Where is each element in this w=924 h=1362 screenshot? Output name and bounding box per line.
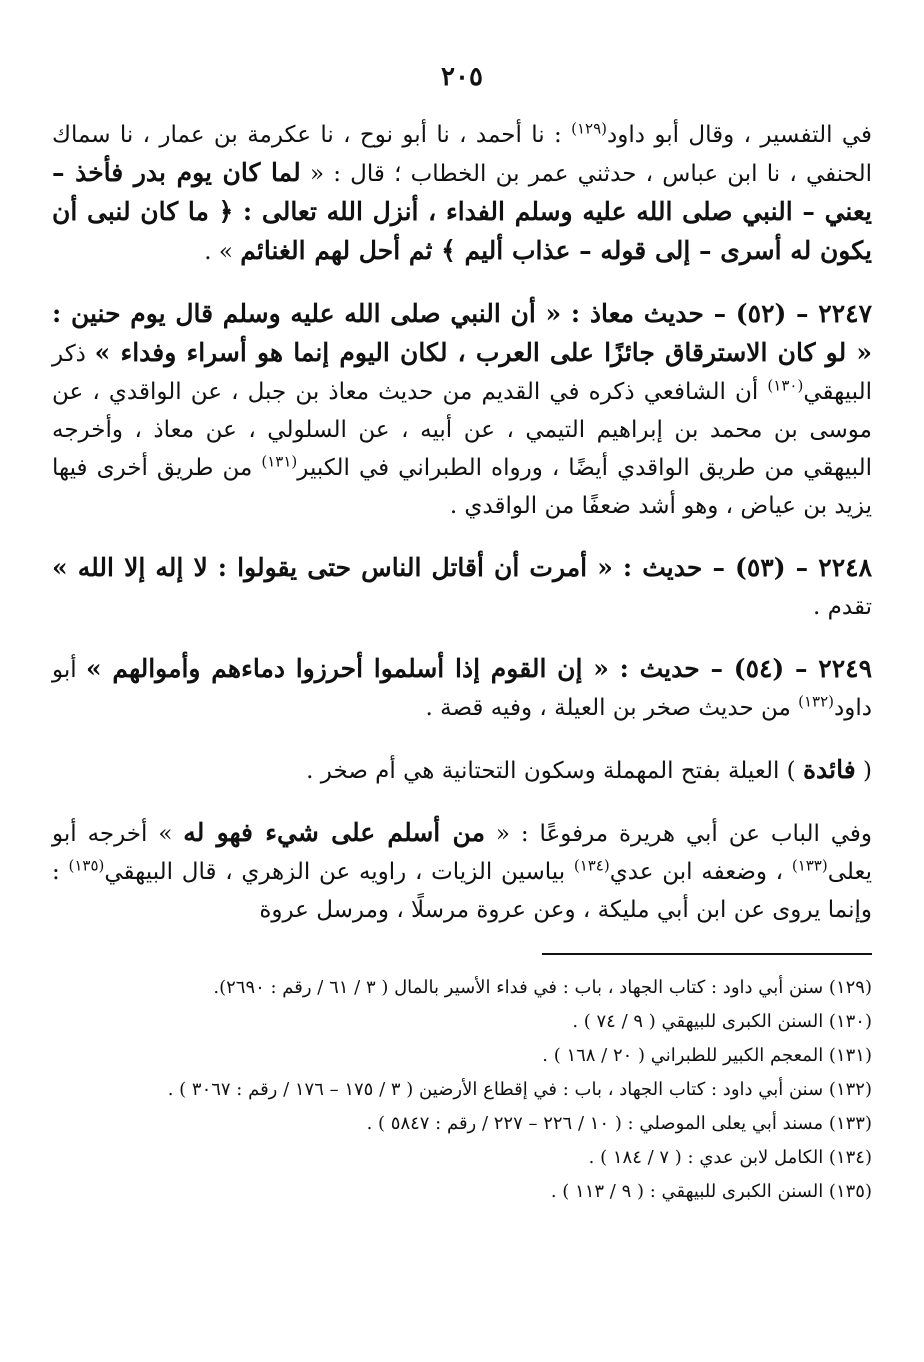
footnote-ref: (١٣٤) [573, 856, 610, 875]
text-segment: » أخرجه أبو يعلى [52, 821, 873, 885]
paragraph-p2 [52, 295, 872, 525]
text-segment: ) العيلة بفتح المهملة وسكون التحتانية هي أم صخر . [306, 758, 803, 784]
footnote-ref: (١٣٠) [767, 376, 804, 395]
footnote-item: (١٣٣) مسند أبي يعلى الموصلي : ( ١٠ / ٢٢٦ – ٢٢٧ / رقم : ٥٨٤٧ ) . [366, 1113, 872, 1134]
footnote-ref: (١٣٣) [791, 856, 828, 875]
text-segment: في التفسير ، وقال أبو داود [607, 122, 872, 148]
text-segment: بياسين الزيات ، راويه عن الزهري ، قال البيهقي [104, 859, 574, 885]
text-segment: من طريق أخرى فيها يزيد بن عياض ، وهو أشد ضعفًا من الواقدي . [52, 455, 872, 519]
footnote-item: (١٣٥) السنن الكبرى للبيهقي : ( ٩ / ١١٣ ) . [550, 1181, 872, 1202]
paragraph-p6 [52, 814, 872, 929]
bold-segment: ٢٢٤٨ – (٥٣) – حديث : « أمرت أن أقاتل الناس حتى يقولوا : لا إله إلا الله » [52, 553, 872, 582]
page-number: ٢٠٥ [441, 62, 483, 92]
text-segment: أبو داود [52, 657, 872, 721]
footnote-ref: (١٣٢) [798, 692, 835, 711]
text-segment: ، وضعفه ابن عدي [609, 859, 792, 885]
text-segment: » . [204, 239, 241, 265]
footnote-item: (١٢٩) سنن أبي داود : كتاب الجهاد ، باب : في فداء الأسير بالمال ( ٣ / ٦١ / رقم : ٢٦٩٠). [213, 977, 872, 998]
footnote-item: (١٣١) المعجم الكبير للطبراني ( ٢٠ / ١٦٨ ) . [542, 1045, 872, 1066]
text-segment: أن الشافعي ذكره في القديم من حديث معاذ بن جبل ، عن الواقدي ، عن موسى بن محمد بن إبراهيم التيمي ، عن أبيه ، عن السلولي ، عن معاذ ، وأخرجه البيهقي من طريق الواقدي أيضًا ، ورواه الطبراني في الكبير [52, 379, 872, 481]
text-segment: وفي الباب عن أبي هريرة مرفوعًا : « [484, 821, 873, 847]
bold-segment: ٢٢٤٧ – (٥٢) – حديث معاذ : « أن النبي صلى الله عليه وسلم قال يوم حنين : « لو كان الاسترقاق جائزًا على العرب ، لكان اليوم إنما هو أسراء وفداء » [52, 299, 872, 367]
footnote-item: (١٣٤) الكامل لابن عدي : ( ٧ / ١٨٤ ) . [588, 1147, 872, 1168]
text-segment: تقدم . [813, 594, 872, 620]
footnote-ref: (١٣٥) [68, 856, 105, 875]
paragraph-p3 [52, 549, 872, 626]
text-segment: ( [855, 758, 872, 784]
text-segment: : نا أحمد ، نا أبو نوح ، نا عكرمة بن عمار ، نا سماك الحنفي ، نا ابن عباس ، حدثني عمر بن الخطاب ؛ قال : « [52, 122, 872, 187]
text-segment: ذكر البيهقي [52, 341, 872, 405]
text-segment: : وإنما يروى عن ابن أبي مليكة ، وعن عروة مرسلًا ، ومرسل عروة [52, 859, 872, 923]
bold-segment: فائدة [802, 755, 856, 784]
footnote-divider [542, 953, 872, 955]
bold-segment: من أسلم على شيء فهو له [183, 818, 485, 847]
bold-segment: ٢٢٤٩ – (٥٤) – حديث : « إن القوم إذا أسلموا أحرزوا دماءهم وأموالهم » [86, 654, 872, 683]
footnote-ref: (١٢٩) [571, 119, 608, 138]
footnote-item: (١٣٢) سنن أبي داود : كتاب الجهاد ، باب : في إقطاع الأرضين ( ٣ / ١٧٥ – ١٧٦ / رقم : ٣٠٦٧ ) . [167, 1079, 872, 1100]
text-segment: من حديث صخر بن العيلة ، وفيه قصة . [425, 695, 799, 721]
footnotes [52, 973, 872, 1207]
paragraph-p1 [52, 116, 872, 271]
paragraph-p4 [52, 650, 872, 727]
bold-segment: لما كان يوم بدر فأخذ – يعني – النبي صلى الله عليه وسلم الفداء ، أنزل الله تعالى : ﴿ ما كان لنبى أن يكون له أسرى – إلى قوله – عذاب أليم ﴾ ثم أحل لهم الغنائم [52, 158, 872, 265]
footnote-item: (١٣٠) السنن الكبرى للبيهقي ( ٩ / ٧٤ ) . [572, 1011, 872, 1032]
body-text [52, 116, 872, 929]
paragraph-p5 [52, 751, 872, 790]
footnote-ref: (١٣١) [261, 452, 298, 471]
